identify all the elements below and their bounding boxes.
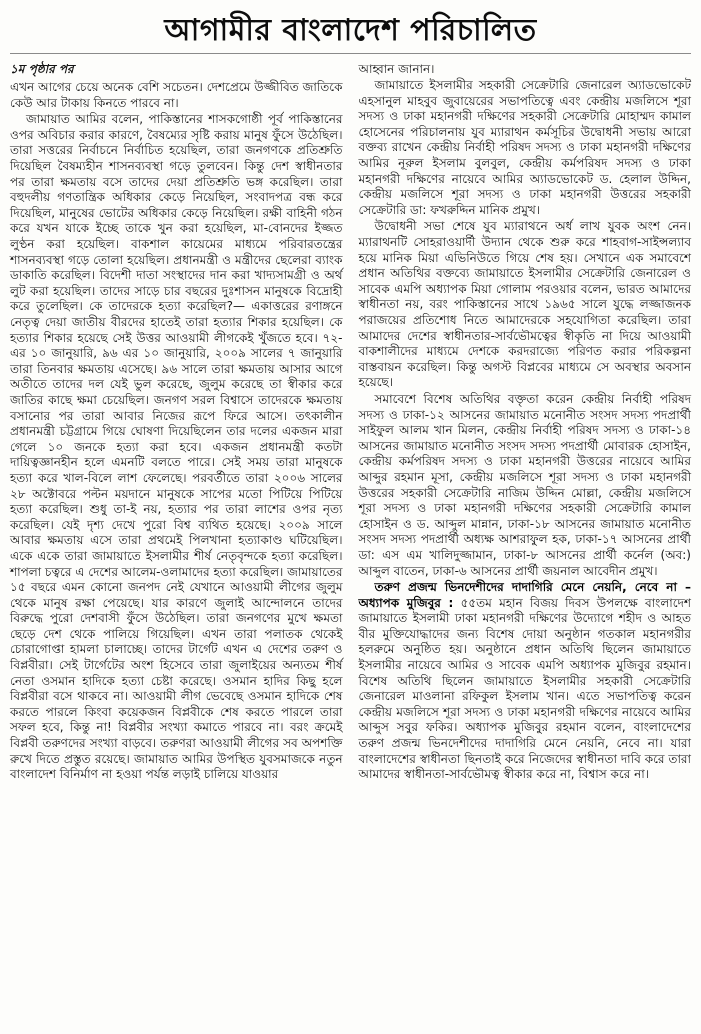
article-headline: আগামীর বাংলাদেশ পরিচালিত	[164, 13, 537, 48]
paragraph: উদ্বোধনী সভা শেষে যুব ম্যারাথনে অর্ধ লাখ যুবক অংশ নেন। ম্যারাথনটি সোহরাওয়ার্দী উদ্যান থেকে শুরু করে শাহবাগ-সাইন্সল্যাব হয়ে মানিক মিয়া এভিনিউতে গিয়ে শেষ হয়। সেখানে এক সমাবেশে প্রধান অতিথির বক্তব্যে জামায়াতে ইসলামীর সেক্রেটারি জেনারেল ও সাবেক এমপি অধ্যাপক মিয়া গোলাম পরওয়ার বলেন, ভারত আমাদের স্বাধীনতা নয়, বরং পাকিস্তানের সাথে ১৯৬৫ সালে যুদ্ধে লজ্জাজনক পরাজয়ের প্রতিশোধ নিতে আমাদেরকে সহযোগিতা করেছিল। তারা আমাদের দেশের স্বাধীনতার-সার্বভৌমত্বের স্বীকৃতি না দিয়ে আওয়ামী বাকশালীদের মাধ্যমে দেশকে করদরাজ্যে পরিণত করার পরিকল্পনা বাস্তবায়ন করেছিল। কিন্তু অগস্ট বিপ্লবের মাধ্যমে সে অবস্থার অবসান হয়েছে।	[358, 219, 691, 390]
left-column	[10, 62, 343, 784]
paragraph: জামায়াতে ইসলামীর সহকারী সেক্রেটারি জেনারেল অ্যাডভোকেট এহসানুল মাহবুব জুবায়েরের সভাপতিত্বে এবং কেন্দ্রীয় মজলিসে শূরা সদস্য ও ঢাকা মহানগরী দক্ষিণের সহকারী সেক্রেটারি মোহাম্মদ কামাল হোসেনের পরিচালনায় যুব ম্যারাথন কর্মসূচির উদ্বোধনী সভায় আরো বক্তব্য রাখেন কেন্দ্রীয় নির্বাহী পরিষদ সদস্য ও ঢাকা মহানগরী দক্ষিণের আমির নূরুল ইসলাম বুলবুল, কেন্দ্রীয় কর্মপরিষদ সদস্য ও ঢাকা মহানগরী দক্ষিণের নায়েবে আমির অ্যাডভোকেট ড. হেলাল উদ্দিন, কেন্দ্রীয় মজলিসে শূরা সদস্য ও ঢাকা মহানগরী উত্তরের সহকারী সেক্রেটারি ডা: ফখরুদ্দিন মানিক প্রমুখ।	[358, 78, 691, 217]
paragraph: এখন আগের চেয়ে অনেক বেশি সচেতন। দেশপ্রেমে উজ্জীবিত জাতিকে কেউ আর টাকায় কিনতে পারবে না।	[10, 80, 343, 110]
article-columns	[10, 62, 691, 784]
right-column	[359, 62, 692, 784]
paragraph	[359, 580, 692, 783]
paragraph-text: ৫৫তম মহান বিজয় দিবস উপলক্ষে বাংলাদেশ জামায়াতে ইসলামী ঢাকা মহানগরী দক্ষিণের উদ্যোগে শহীদ ও আহত বীর মুক্তিযোদ্ধাদের জন্য বিশেষ দোয়া অনুষ্ঠান গতকাল মহানগরীর হলরুমে অনুষ্ঠিত হয়। অনুষ্ঠানে প্রধান অতিথি ছিলেন জামায়াতে ইসলামীর নায়েবে আমির ও সাবেক এমপি অধ্যাপক মুজিবুর রহমান। বিশেষ অতিথি ছিলেন জামায়াতে ইসলামীর সহকারী সেক্রেটারি জেনারেল মাওলানা রফিকুল ইসলাম খান। এতে সভাপতিত্ব করেন কেন্দ্রীয় মজলিসে শূরা সদস্য ও ঢাকা মহানগরী দক্ষিণের নায়েবে আমির আব্দুস সবুর ফকির। অধ্যাপক মুজিবুর রহমান বলেন, বাংলাদেশের তরুণ প্রজন্ম ভিনদেশীদের দাদাগিরি মেনে নেয়নি, নেবে না। যারা বাংলাদেশের স্বাধীনতা ছিনতাই করে নিজেদের স্বাধীনতা দাবি করে তারা আমাদের স্বাধীনতা-সার্বভৌমত্ব স্বীকার করে না, বিশ্বাস করে না।	[358, 595, 691, 782]
sub-headline: তরুণ প্রজন্ম ভিনদেশীদের দাদাগিরি মেনে নেয়নি, নেবে না –অধ্যাপক মুজিবুর :	[358, 580, 691, 610]
paragraph: জামায়াত আমির বলেন, পাকিস্তানের শাসকগোষ্ঠী পূর্ব পাকিস্তানের ওপর অবিচার করার কারণে, বৈষম্যের সৃষ্টি করায় মানুষ ফুঁসে উঠেছিল। তারা সত্তরের নির্বাচনে নির্বাচিত হয়েছিল, তারা জনগণকে প্রতিশ্রুতি দিয়েছিল বৈষম্যহীন শাসনব্যবস্থা গড়ে তুলবেন। কিন্তু দেশ স্বাধীনতার পর তারা ক্ষমতায় বসে তাদের দেয়া প্রতিশ্রুতি ভঙ্গ করেছিল। তারা বহুদলীয় গণতান্ত্রিক অধিকার কেড়ে নিয়েছিল, সংবাদপত্র বন্ধ করে দিয়েছিল, মানুষের ভোটের অধিকার কেড়ে নিয়েছিল। রক্ষী বাহিনী গঠন করে যখন যাকে ইচ্ছে তাকে খুন করা হয়েছিল, মা-বোনদের ইজ্জত লুণ্ঠন করা হয়েছিল। বাকশাল কায়েমের মাধ্যমে পরিবারতন্ত্রের শাসনব্যবস্থা গড়ে তোলা হয়েছিল। প্রধানমন্ত্রী ও মন্ত্রীদের ছেলেরা ব্যাংক ডাকাতি করেছিল। বিদেশী দাতা সংস্থাদের দান করা খাদ্যসামগ্রী ও অর্থ লুট করা হয়েছিল। তাদের সাড়ে চার বছরের দুঃশাসন মানুষকে বিদ্রোহী করে তুলেছিল। কে তাদেরকে হত্যা করেছিল?— একাত্তরের রণাঙ্গনে নেতৃত্ব দেয়া জাতীয় বীরদের হাতেই তারা হত্যার শিকার হয়েছিল। কে হত্যার শিকার হয়েছে সেই উত্তর আওয়ামী লীগকেই খুঁজতে হবে। ৭২-এর ১০ জানুয়ারি, ৯৬ এর ১০ জানুয়ারি, ২০০৯ সালের ৭ জানুয়ারি তারা তিনবার ক্ষমতায় এসেছে। ৯৬ সালে তারা ক্ষমতায় আসার আগে অতীতে তাদের দল যেই ভুল করেছে, জুলুম করেছে তা স্বীকার করে জাতির কাছে ক্ষমা চেয়েছিল। জনগণ সরল বিশ্বাসে তাদেরকে ক্ষমতায় বসানোর পর তারা আবার নিজের রূপে ফিরে আসে। তৎকালীন প্রধানমন্ত্রী চট্টগ্রামে গিয়ে ঘোষণা দিয়েছিলেন তার দলের একজন মারা গেলে ১০ জনকে হত্যা করা হবে। একজন প্রধানমন্ত্রী কতটা দায়িত্বজ্ঞানহীন হলে এমনটি বলতে পারে। সেই সময় তারা মানুষকে হত্যা করে খাল-বিলে লাশ ফেলেছে। পরবর্তীতে তারা ২০০৬ সালের ২৮ অক্টোবরে পল্টন ময়দানে মানুষকে সাপের মতো পিটিয়ে পিটিয়ে হত্যা করেছিল। শুধু তা-ই নয়, হত্যার পর তারা লাশের ওপর নৃত্য করেছিল। যেই দৃশ্য দেখে পুরো বিশ্ব ব্যথিত হয়েছে। ২০০৯ সালে আবার ক্ষমতায় এসে তারা প্রথমেই পিলখানা হত্যাকাণ্ড ঘটিয়েছিল। একে একে তারা জামায়াতে ইসলামীর শীর্ষ নেতৃবৃন্দকে হত্যা করেছিল। শাপলা চত্বরে এ দেশের আলেম-ওলামাদের হত্যা করেছিল। জামায়াতের ১৫ বছরে এমন কোনো জনপদ নেই যেখানে আওয়ামী লীগের জুলুম থেকে মানুষ রক্ষা পেয়েছে। যার কারণে জুলাই আন্দোলনে তাদের বিরুদ্ধে পুরো দেশবাসী ফুঁসে উঠেছিল। তারা জনগণের মুখে ক্ষমতা ছেড়ে দেশ থেকে পালিয়ে গিয়েছিল। এখন তারা পলাতক থেকেই চোরাগোপ্তা হামলা চালাচ্ছে। তাদের টার্গেট এখন এ দেশের তরুণ ও বিপ্লবীরা। সেই টার্গেটের অংশ হিসেবে তারা জুলাইয়ের অন্যতম শীর্ষ নেতা ওসমান হাদিকে হত্যা চেষ্টা করেছে। ওসমান হাদির কিছু হলে বিপ্লবীরা বসে থাকবে না। আওয়ামী লীগ ভেবেছে ওসমান হাদিকে শেষ করতে পারলে কিংবা কয়েকজন বিপ্লবীকে শেষ করতে পারলে তারা সফল হবে, কিন্তু না! বিপ্লবীর সংখ্যা কমাতে পারবে না। বরং ক্রমেই বিপ্লবী তরুণদের সংখ্যা বাড়বে। তরুণরা আওয়ামী লীগের সব অপশক্তি রুখে দিতে প্রস্তুত রয়েছে। জামায়াত আমির উপস্থিত যুবসমাজকে নতুন বাংলাদেশ বিনির্মাণ না হওয়া পর্যন্ত লড়াই চালিয়ে যাওয়ার	[10, 112, 343, 782]
headline-divider	[10, 53, 691, 54]
continuation-note: ১ম পৃষ্ঠার পর	[10, 61, 74, 76]
paragraph: সমাবেশে বিশেষ অতিথির বক্তৃতা করেন কেন্দ্রীয় নির্বাহী পরিষদ সদস্য ও ঢাকা-১২ আসনের জামায়াত মনোনীত সংসদ সদস্য পদপ্রার্থী সাইফুল আলম খান মিলন, কেন্দ্রীয় নির্বাহী পরিষদ সদস্য ও ঢাকা-১৪ আসনের জামায়াত মনোনীত সংসদ সদস্য পদপ্রার্থী মোবারক হোসাইন, কেন্দ্রীয় কর্মপরিষদ সদস্য ও ঢাকা মহানগরী উত্তরের নায়েবে আমির আব্দুর রহমান মূসা, কেন্দ্রীয় মজলিসে শূরা সদস্য ও ঢাকা মহানগরী উত্তরের সহকারী সেক্রেটারি নাজিম উদ্দিন মোল্লা, কেন্দ্রীয় মজলিসে শূরা সদস্য ও ঢাকা মহানগরী দক্ষিণের সহকারী সেক্রেটারি কামাল হোসাইন ও ড. আব্দুল মান্নান, ঢাকা-১৮ আসনের জামায়াত মনোনীত সংসদ সদস্য পদপ্রার্থী অধ্যক্ষ আশরাফুল হক, ঢাকা-১৭ আসনের প্রার্থী ডা: এস এম খালিদুজ্জামান, ঢাকা-৮ আসনের প্রার্থী কর্নেল (অব:) আব্দুল বাতেন, ঢাকা-৬ আসনের প্রার্থী জয়নাল আবেদীন প্রমুখ।	[358, 391, 691, 578]
paragraph: আহ্বান জানান।	[358, 61, 435, 76]
